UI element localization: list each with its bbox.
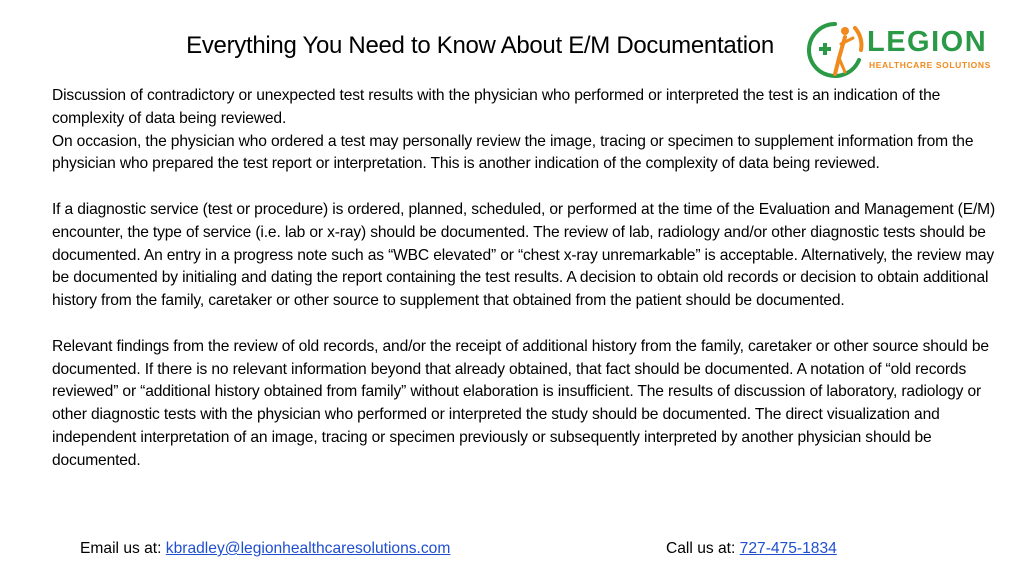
legion-figure-logo-icon bbox=[805, 20, 865, 82]
page-title: Everything You Need to Know About E/M Documentation bbox=[186, 32, 774, 59]
email-link[interactable]: kbradley@legionhealthcaresolutions.com bbox=[165, 540, 451, 557]
footer-email bbox=[80, 540, 450, 558]
company-logo bbox=[805, 20, 991, 82]
paragraph-1: Discussion of contradictory or unexpected test results with the physician who performed or interpreted the test is an indication of the complexity of data being reviewed. bbox=[52, 87, 941, 127]
body-text bbox=[52, 85, 997, 495]
logo-wordmark: LEGION bbox=[867, 26, 988, 58]
paragraph-4: Relevant findings from the review of old records, and/or the receipt of additional history from the family, caretaker or other source should be documented. If there is no relevant information beyond that already obtained, that fact should be documented. A notation of “old records reviewed” or “additional history obtained from family” without elaboration is insufficient. The results of discussion of laboratory, radiology or other diagnostic tests with the physician who performed or interpreted the study should be documented. The direct visualization and independent interpretation of an image, tracing or specimen previously or subsequently interpreted by another physician should be documented. bbox=[52, 337, 989, 469]
email-label: Email us at: bbox=[80, 540, 166, 557]
logo-tagline: HEALTHCARE SOLUTIONS bbox=[869, 60, 991, 70]
paragraph-2: On occasion, the physician who ordered a test may personally review the image, tracing or specimen to supplement information from the physician who prepared the test report or interpretation. This is another indication of the complexity of data being reviewed. bbox=[52, 132, 974, 173]
phone-link[interactable]: 727-475-1834 bbox=[739, 540, 837, 557]
footer-phone bbox=[666, 540, 837, 558]
phone-label: Call us at: bbox=[666, 540, 740, 557]
paragraph-3: If a diagnostic service (test or procedure) is ordered, planned, scheduled, or performed at the time of the Evaluation and Management (E/M) encounter, the type of service (i.e. lab or x-ray) should be documented. The review of lab, radiology and/or other diagnostic tests should be documented. An entry in a progress note such as “WBC elevated” or “chest x-ray unremarkable” is acceptable. Alternatively, the review may be documented by initialing and dating the report containing the test results. A decision to obtain old records or decision to obtain additional history from the family, caretaker or other source to supplement that obtained from the patient should be documented. bbox=[52, 200, 996, 310]
